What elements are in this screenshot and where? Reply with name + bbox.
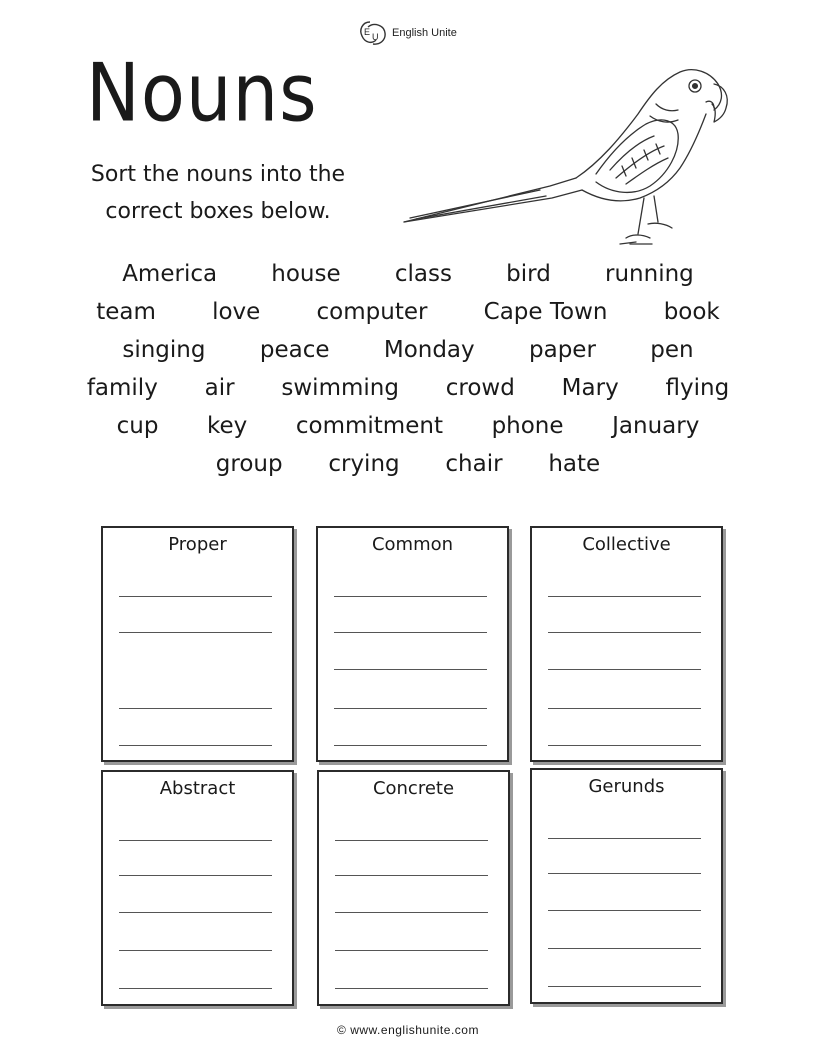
answer-line[interactable] [334,708,487,709]
word: crowd [445,375,515,401]
answer-line[interactable] [335,912,488,913]
instructions-line-2: correct boxes below. [105,199,331,224]
svg-text:U: U [372,32,379,42]
parrot-icon [400,58,730,258]
page-title: Nouns [86,45,318,140]
box-title-collective: Collective [582,534,671,555]
word-row [40,407,776,445]
box-collective [530,526,723,762]
word: team [96,299,156,325]
answer-line[interactable] [548,986,701,987]
word-bank [40,255,776,483]
word: group [215,451,283,477]
answer-line[interactable] [334,632,487,633]
word-row [40,293,776,331]
answer-line[interactable] [335,988,488,989]
instructions-line-1: Sort the nouns into the [90,162,346,187]
word: phone [491,413,564,439]
box-gerunds [530,768,723,1004]
word: hate [548,451,601,477]
answer-line[interactable] [548,873,701,874]
box-title-common: Common [371,534,454,555]
word: pen [650,337,694,363]
box-title-proper: Proper [168,534,227,555]
answer-line[interactable] [334,596,487,597]
answer-line[interactable] [548,596,701,597]
box-abstract [101,770,294,1006]
answer-line[interactable] [119,912,272,913]
answer-line[interactable] [334,669,487,670]
word-row [40,369,776,407]
answer-line[interactable] [335,875,488,876]
word: Cape Town [483,299,608,325]
word: class [394,261,452,287]
word: Mary [561,375,619,401]
box-concrete [317,770,510,1006]
instructions [60,156,376,230]
answer-line[interactable] [548,669,701,670]
answer-line[interactable] [335,950,488,951]
eu-logo-icon [356,16,390,50]
word-row [40,331,776,369]
answer-line[interactable] [548,838,701,839]
word: chair [445,451,503,477]
word: flying [665,375,730,401]
answer-line[interactable] [119,950,272,951]
word: singing [122,337,206,363]
answer-line[interactable] [119,988,272,989]
word: paper [529,337,596,363]
word-row [40,445,776,483]
answer-line[interactable] [335,840,488,841]
answer-line[interactable] [548,910,701,911]
word: commitment [295,413,443,439]
box-proper [101,526,294,762]
brand [356,16,457,50]
box-title-abstract: Abstract [159,778,236,799]
word: January [612,413,700,439]
word: swimming [281,375,399,401]
word: running [605,261,694,287]
word: love [212,299,261,325]
answer-line[interactable] [548,745,701,746]
box-title-concrete: Concrete [372,778,455,799]
answer-line[interactable] [119,840,272,841]
word: house [271,261,341,287]
word: key [207,413,248,439]
answer-line[interactable] [119,632,272,633]
word: computer [316,299,428,325]
word: crying [328,451,400,477]
word: air [204,375,235,401]
brand-name: English Unite [392,27,457,39]
box-title-gerunds: Gerunds [588,776,665,797]
answer-line[interactable] [548,632,701,633]
word: Monday [383,337,475,363]
svg-text:E: E [364,27,371,37]
answer-line[interactable] [119,745,272,746]
word: book [663,299,720,325]
answer-line[interactable] [119,596,272,597]
answer-line[interactable] [548,708,701,709]
footer-copyright: © www.englishunite.com [337,1023,479,1037]
word: peace [259,337,330,363]
word-row [40,255,776,293]
word: bird [506,261,551,287]
word: family [86,375,158,401]
answer-line[interactable] [548,948,701,949]
answer-line[interactable] [119,875,272,876]
box-common [316,526,509,762]
answer-line[interactable] [119,708,272,709]
word: America [122,261,218,287]
word: cup [116,413,159,439]
answer-line[interactable] [334,745,487,746]
